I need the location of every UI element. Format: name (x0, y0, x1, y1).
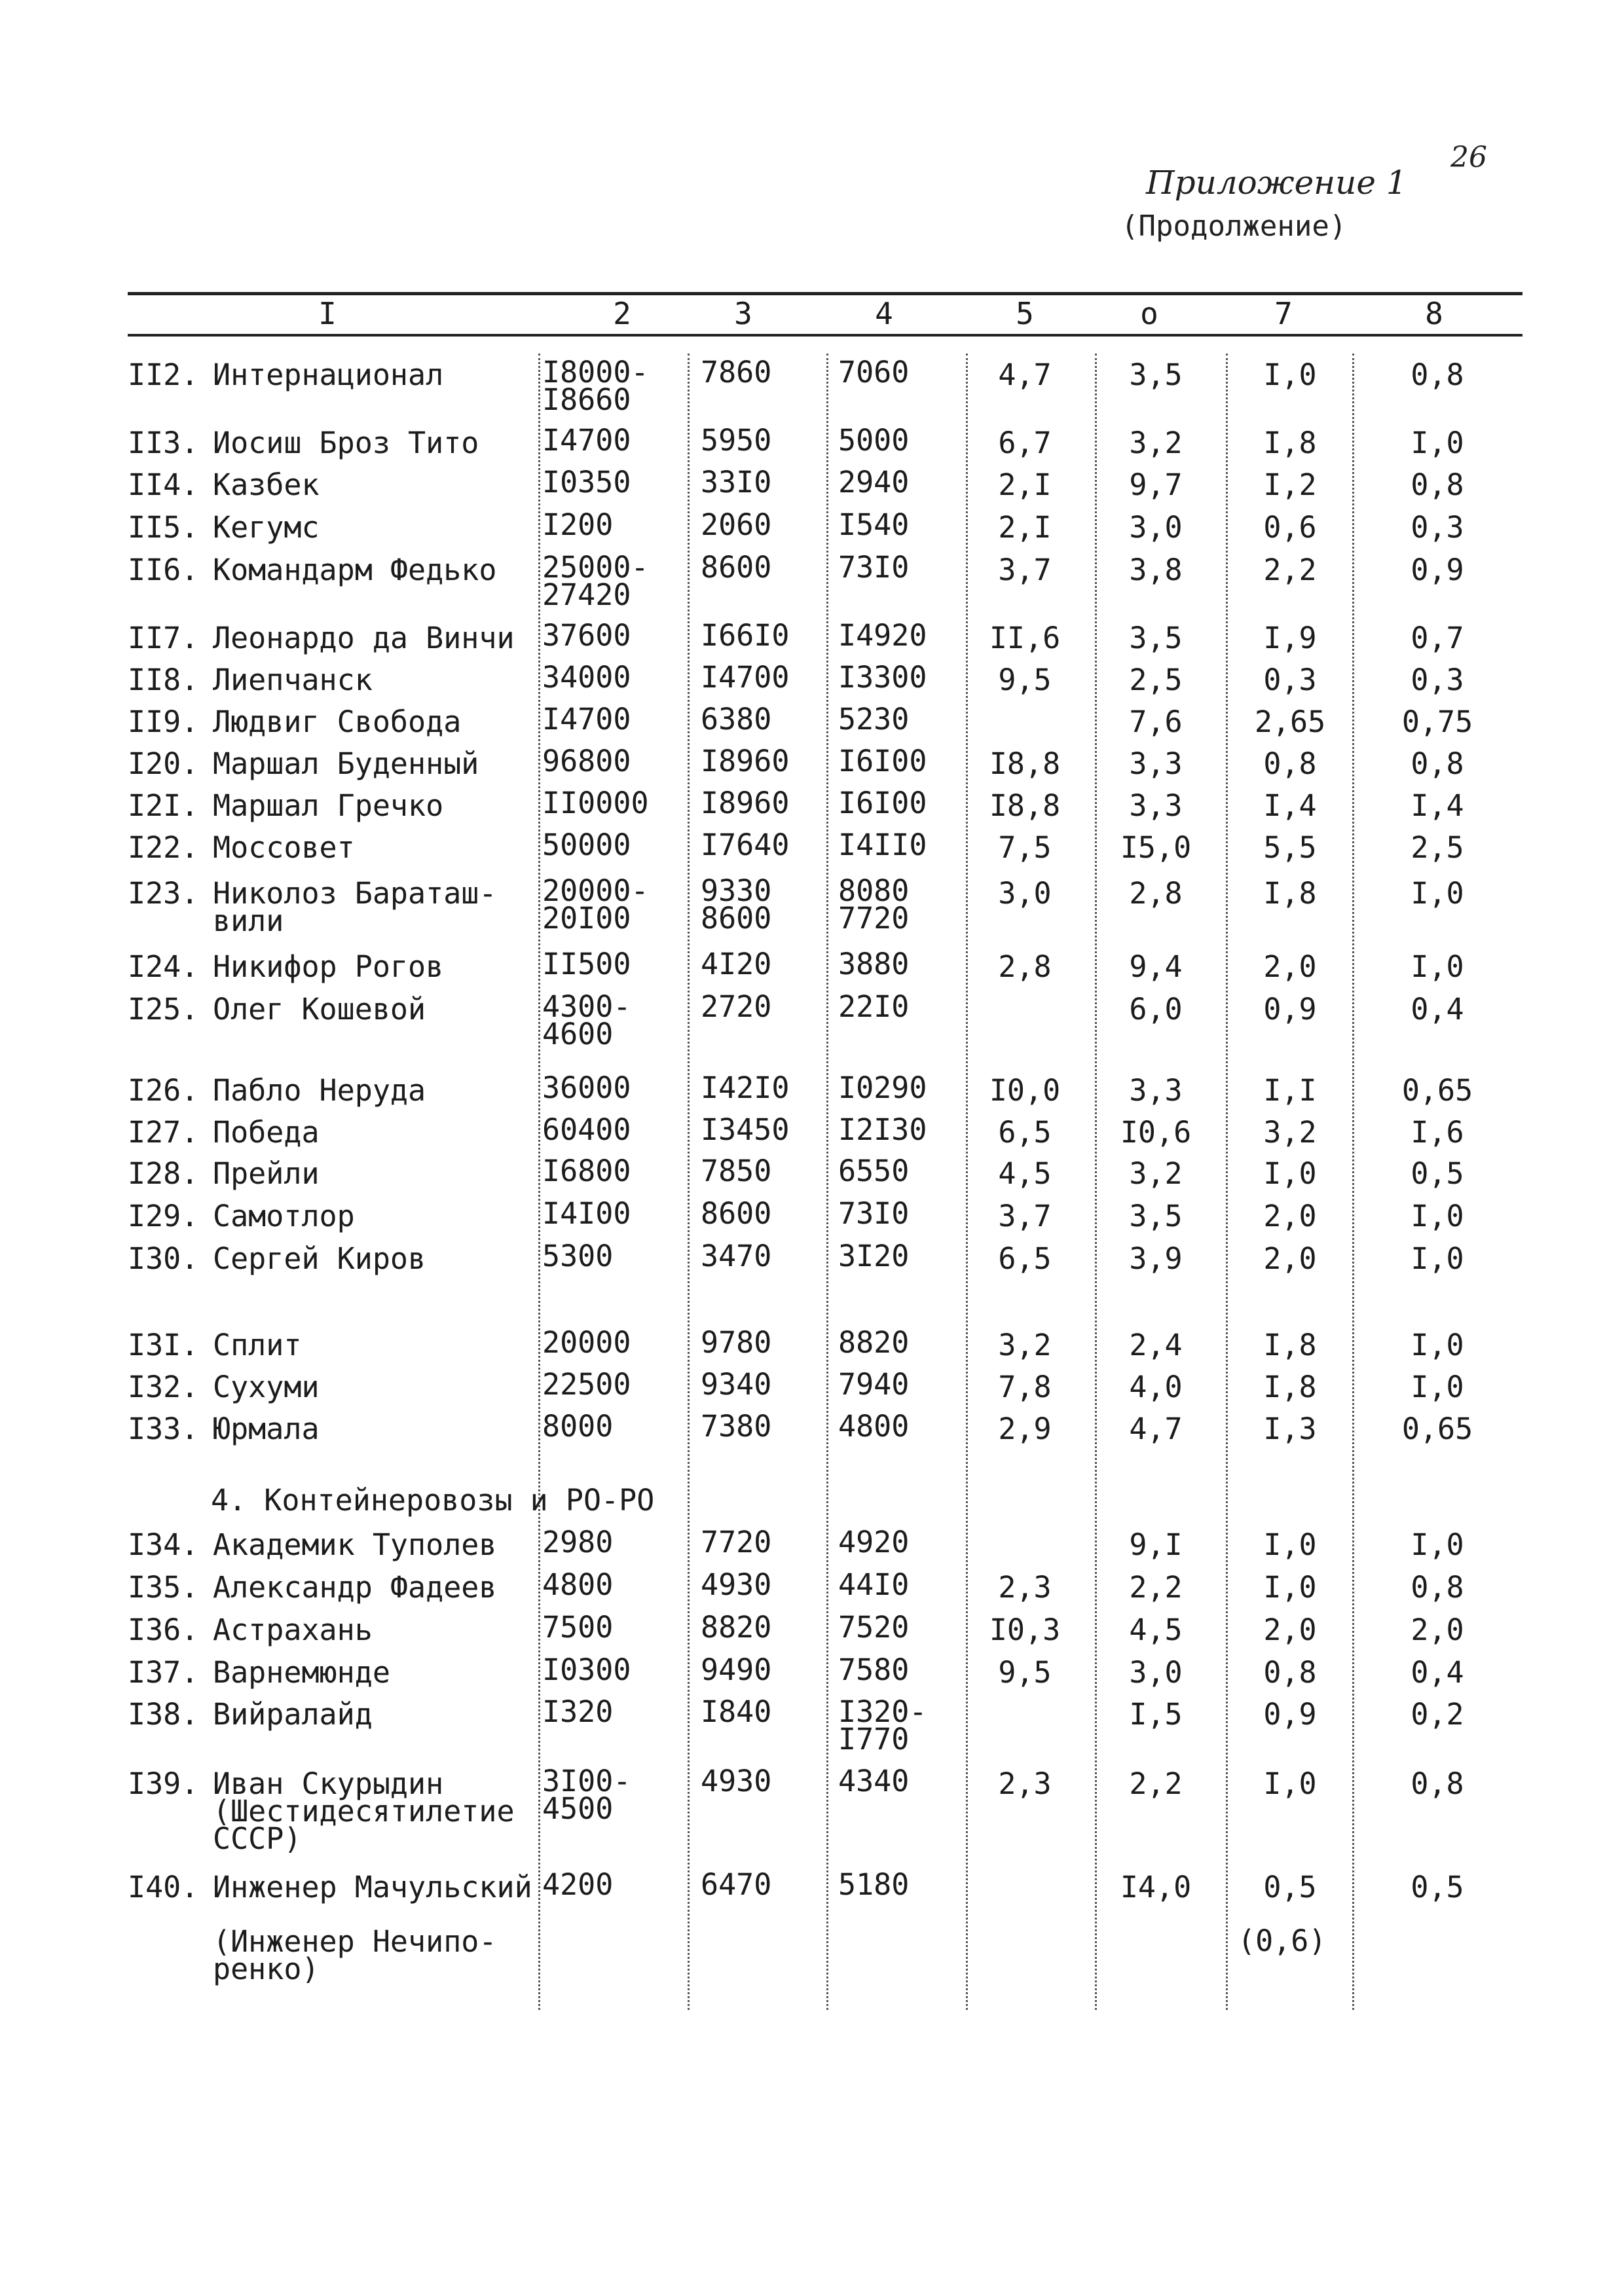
row-c3: I840 (701, 1694, 772, 1729)
row-c3: 9780 (701, 1325, 772, 1360)
row-c8: I,0 (1411, 426, 1464, 460)
row-c4: 4340 (838, 1764, 910, 1798)
row-c6: 4,5 (1129, 1613, 1183, 1647)
row-c4: 5000 (838, 423, 910, 458)
row-c5: 3,0 (998, 876, 1052, 911)
row-c6: 2,2 (1129, 1766, 1183, 1801)
row-c7: I,8 (1263, 426, 1317, 460)
row-name: Сухуми (213, 1370, 320, 1404)
row-name: Пабло Неруда (213, 1073, 426, 1108)
row-c7: I,I (1263, 1073, 1317, 1108)
row-c8: 0,8 (1411, 1766, 1464, 1801)
row-c3: 9340 (701, 1367, 772, 1402)
row-c4: 73I0 (838, 1196, 910, 1231)
row-c2: 5300 (542, 1239, 614, 1273)
row-c3: 7860 (701, 355, 772, 390)
row-no: I29. (128, 1199, 199, 1233)
row-name: Самотлор (213, 1199, 355, 1233)
row-c7: I,0 (1263, 1766, 1317, 1801)
row-c2: 4200 (542, 1867, 614, 1902)
row-c2: I0350 (542, 465, 631, 500)
row-c2: I0300 (542, 1652, 631, 1687)
row-c3: I7640 (701, 828, 790, 862)
row-name: Николоз Бараташ- вили (213, 876, 497, 938)
row-name: Юрмала (213, 1412, 320, 1446)
row-c3: I66I0 (701, 618, 790, 653)
column-divider (1095, 354, 1097, 2010)
page-number: 26 (1450, 141, 1487, 174)
row-c6: 3,2 (1129, 1156, 1183, 1191)
row-no: I35. (128, 1570, 199, 1605)
row-c8: I,0 (1411, 1527, 1464, 1562)
row-no: I3I. (128, 1328, 199, 1362)
row-no: II8. (128, 663, 199, 697)
row-c6: 6,0 (1129, 992, 1183, 1027)
row-c7: 2,0 (1263, 1199, 1317, 1233)
row-name: Моссовет (213, 830, 355, 865)
row-c4: 7520 (838, 1610, 910, 1645)
row-c8: 0,5 (1411, 1156, 1464, 1191)
row-c2: 4800 (542, 1567, 614, 1602)
row-c7: I,8 (1263, 1328, 1317, 1362)
row-no: I33. (128, 1412, 199, 1446)
row-c7: 5,5 (1263, 830, 1317, 865)
row-no: II4. (128, 467, 199, 502)
row-name: Александр Фадеев (213, 1570, 497, 1605)
row-c5: I8,8 (989, 788, 1061, 823)
row-name: Маршал Буденный (213, 746, 479, 781)
row-c4: I6I00 (838, 786, 927, 820)
row-c7: 0,9 (1263, 992, 1317, 1027)
row-no: I26. (128, 1073, 199, 1108)
row-c4: 44I0 (838, 1567, 910, 1602)
row-c2: 20000- 20I00 (542, 873, 649, 936)
row-c8: 0,8 (1411, 357, 1464, 392)
row-c8: 0,7 (1411, 621, 1464, 655)
column-divider (1226, 354, 1228, 2010)
row-c8: I,6 (1411, 1115, 1464, 1150)
row-name: Интернационал (213, 357, 444, 392)
row-c5: 9,5 (998, 663, 1052, 697)
row-c4: I2I30 (838, 1112, 927, 1147)
column-header: 7 (1274, 296, 1293, 331)
row-c8: I,0 (1411, 1328, 1464, 1362)
row-c7: I,8 (1263, 1370, 1317, 1404)
row-c3: 7850 (701, 1154, 772, 1188)
row-name: Людвиг Свобода (213, 704, 462, 739)
row-c5: 7,5 (998, 830, 1052, 865)
row-c2: I4700 (542, 423, 631, 458)
row-c8: 0,5 (1411, 1870, 1464, 1904)
row-c2: II500 (542, 947, 631, 981)
row-c5: 4,7 (998, 357, 1052, 392)
row-c4: 8820 (838, 1325, 910, 1360)
row-c3: 8600 (701, 1196, 772, 1231)
row-no: I40. (128, 1870, 199, 1904)
row-c6: 2,4 (1129, 1328, 1183, 1362)
column-divider (966, 354, 968, 2010)
row-c3: 3470 (701, 1239, 772, 1273)
row-no: I23. (128, 876, 199, 911)
row-c2: 37600 (542, 618, 631, 653)
row-c3: 33I0 (701, 465, 772, 500)
row-name: Никифор Рогов (213, 949, 444, 984)
row-c3: 9330 8600 (701, 873, 772, 936)
row-c2: 4300- 4600 (542, 989, 631, 1051)
row-no: I34. (128, 1527, 199, 1562)
row-c5: I0,0 (989, 1073, 1061, 1108)
row-c8: 2,0 (1411, 1613, 1464, 1647)
row-c7: 0,3 (1263, 663, 1317, 697)
row-no: I2I. (128, 788, 199, 823)
row-no: I36. (128, 1613, 199, 1647)
row-c8: 0,9 (1411, 553, 1464, 587)
row-c7: 0,9 (1263, 1697, 1317, 1732)
row-name: Победа (213, 1115, 320, 1150)
row-c4: 8080 7720 (838, 873, 910, 936)
row-c6: 3,5 (1129, 1199, 1183, 1233)
row-c6: 3,9 (1129, 1241, 1183, 1276)
row-c4: 5230 (838, 702, 910, 737)
row-c4: 73I0 (838, 550, 910, 585)
row-c3: 4I20 (701, 947, 772, 981)
row-c4: 7060 (838, 355, 910, 390)
row-c2: 50000 (542, 828, 631, 862)
row-c4: 7580 (838, 1652, 910, 1687)
row-c3: 2060 (701, 507, 772, 542)
row-c8: 0,4 (1411, 1655, 1464, 1690)
row-c6: 3,5 (1129, 357, 1183, 392)
column-divider (688, 354, 690, 2010)
row-c6: I5,0 (1120, 830, 1192, 865)
column-header: o (1140, 296, 1158, 331)
row-c6: 2,2 (1129, 1570, 1183, 1605)
row-c7: I,9 (1263, 621, 1317, 655)
appendix-subtitle: (Продолжение) (1121, 210, 1347, 243)
row-c4: 22I0 (838, 989, 910, 1024)
row-no: II9. (128, 704, 199, 739)
row-no: II3. (128, 426, 199, 460)
row-no: I22. (128, 830, 199, 865)
column-header: 2 (613, 296, 631, 331)
row-c8: I,0 (1411, 876, 1464, 911)
row-name: Астрахань (213, 1613, 373, 1647)
row-c4: I6I00 (838, 744, 927, 778)
row-name: Прейли (213, 1156, 320, 1191)
row-c7: 2,0 (1263, 1613, 1317, 1647)
row-c5: 6,5 (998, 1115, 1052, 1150)
row-c8: I,0 (1411, 1199, 1464, 1233)
row-c4: I0290 (838, 1070, 927, 1105)
row-c6: 9,7 (1129, 467, 1183, 502)
row-name: Леонардо да Винчи (213, 621, 515, 655)
row-no: I37. (128, 1655, 199, 1690)
row-name: Иосиш Броз Тито (213, 426, 479, 460)
row-c7: I,3 (1263, 1412, 1317, 1446)
row-c8: 0,8 (1411, 746, 1464, 781)
row-c2: 8000 (542, 1409, 614, 1444)
row-c7: I,2 (1263, 467, 1317, 502)
row-name: Командарм Федько (213, 553, 497, 587)
row-c5: 2,I (998, 510, 1052, 545)
row-c7: I,4 (1263, 788, 1317, 823)
row-c7: I,8 (1263, 876, 1317, 911)
row-c7: 0,5 (1263, 1870, 1317, 1904)
column-divider (1352, 354, 1354, 2010)
row-c4: 5180 (838, 1867, 910, 1902)
row-c5: I8,8 (989, 746, 1061, 781)
row-c2: I8000- I8660 (542, 355, 649, 417)
row-c3: I42I0 (701, 1070, 790, 1105)
row-name: Олег Кошевой (213, 992, 426, 1027)
row-c7: 0,6 (1263, 510, 1317, 545)
row-no: I27. (128, 1115, 199, 1150)
row-c4: 3I20 (838, 1239, 910, 1273)
row-c2: 3I00- 4500 (542, 1764, 631, 1826)
column-header: I (318, 296, 337, 331)
row-c6: I,5 (1129, 1697, 1183, 1732)
row-c2: 20000 (542, 1325, 631, 1360)
row-c3: 6470 (701, 1867, 772, 1902)
row-c7: I,0 (1263, 1156, 1317, 1191)
row-c5: 2,8 (998, 949, 1052, 984)
row-c8: 0,8 (1411, 467, 1464, 502)
row-c2: I200 (542, 507, 614, 542)
row-c6: 9,4 (1129, 949, 1183, 984)
row-no: I25. (128, 992, 199, 1027)
row-c2: I4I00 (542, 1196, 631, 1231)
row-c2: 60400 (542, 1112, 631, 1147)
row-c5: 6,7 (998, 426, 1052, 460)
row-c3: 8820 (701, 1610, 772, 1645)
row-no: II7. (128, 621, 199, 655)
row-no: I20. (128, 746, 199, 781)
row-c6: 9,I (1129, 1527, 1183, 1562)
row-no: II2. (128, 357, 199, 392)
row-no: I28. (128, 1156, 199, 1191)
row-c7: I,0 (1263, 1570, 1317, 1605)
row-c3: 7720 (701, 1525, 772, 1559)
row-c3: 5950 (701, 423, 772, 458)
row-c8: 0,4 (1411, 992, 1464, 1027)
row-c4: 4800 (838, 1409, 910, 1444)
row-c7: 2,0 (1263, 1241, 1317, 1276)
row-c5: 2,3 (998, 1766, 1052, 1801)
row-c2: I6800 (542, 1154, 631, 1188)
row-c2: 22500 (542, 1367, 631, 1402)
row-c5: 3,7 (998, 553, 1052, 587)
row-c3: I3450 (701, 1112, 790, 1147)
row-c6: I4,0 (1120, 1870, 1192, 1904)
row-no: II5. (128, 510, 199, 545)
row-c3: 8600 (701, 550, 772, 585)
row-no: I30. (128, 1241, 199, 1276)
row-c2: I320 (542, 1694, 614, 1729)
alt-value-note: (0,6) (1238, 1923, 1327, 1958)
row-c2: II0000 (542, 786, 649, 820)
row-c5: 9,5 (998, 1655, 1052, 1690)
row-c6: 4,0 (1129, 1370, 1183, 1404)
row-c6: 2,8 (1129, 876, 1183, 911)
row-c6: 3,0 (1129, 1655, 1183, 1690)
row-c5: 2,3 (998, 1570, 1052, 1605)
row-c2: I4700 (542, 702, 631, 737)
row-name: Кегумс (213, 510, 320, 545)
row-c6: 3,2 (1129, 426, 1183, 460)
table-header-rule (128, 334, 1522, 337)
row-no: I32. (128, 1370, 199, 1404)
row-c7: 2,2 (1263, 553, 1317, 587)
row-c5: I0,3 (989, 1613, 1061, 1647)
row-c7: 2,0 (1263, 949, 1317, 984)
row-c4: I4II0 (838, 828, 927, 862)
row-name: Инженер Мачульский (213, 1870, 532, 1904)
row-c5: 2,9 (998, 1412, 1052, 1446)
row-c8: 0,75 (1401, 704, 1473, 739)
alt-name-note: (Инженер Нечипо- ренко) (213, 1924, 497, 1986)
row-c8: 0,2 (1411, 1697, 1464, 1732)
row-c8: 0,65 (1401, 1412, 1473, 1446)
row-c6: 3,3 (1129, 788, 1183, 823)
row-c8: 0,3 (1411, 510, 1464, 545)
row-c6: 2,5 (1129, 663, 1183, 697)
row-name: Варнемюнде (213, 1655, 390, 1690)
row-name: Академик Туполев (213, 1527, 497, 1562)
row-c4: 2940 (838, 465, 910, 500)
column-header: 4 (875, 296, 893, 331)
row-c2: 25000- 27420 (542, 550, 649, 612)
row-c8: 0,8 (1411, 1570, 1464, 1605)
row-name: Сергей Киров (213, 1241, 426, 1276)
row-c4: 7940 (838, 1367, 910, 1402)
row-c6: 3,3 (1129, 746, 1183, 781)
appendix-title: Приложение 1 (1146, 164, 1407, 202)
row-name: Лиепчанск (213, 663, 373, 697)
row-c5: 3,2 (998, 1328, 1052, 1362)
table-top-rule (128, 292, 1522, 295)
row-c3: 7380 (701, 1409, 772, 1444)
row-name: Маршал Гречко (213, 788, 444, 823)
row-no: II6. (128, 553, 199, 587)
row-c2: 96800 (542, 744, 631, 778)
row-c3: I8960 (701, 744, 790, 778)
row-c8: 0,3 (1411, 663, 1464, 697)
row-c6: 7,6 (1129, 704, 1183, 739)
row-c3: 9490 (701, 1652, 772, 1687)
row-c8: I,0 (1411, 1241, 1464, 1276)
row-c4: 3880 (838, 947, 910, 981)
column-header: 3 (734, 296, 752, 331)
row-c7: 3,2 (1263, 1115, 1317, 1150)
row-c4: I4920 (838, 618, 927, 653)
row-c2: 2980 (542, 1525, 614, 1559)
row-name: Казбек (213, 467, 320, 502)
column-header: 5 (1016, 296, 1034, 331)
row-no: I39. (128, 1766, 199, 1801)
row-name: Вийралайд (213, 1697, 373, 1732)
row-c6: 3,5 (1129, 621, 1183, 655)
row-c3: 4930 (701, 1764, 772, 1798)
row-c8: I,0 (1411, 949, 1464, 984)
row-c2: 36000 (542, 1070, 631, 1105)
row-c5: 2,I (998, 467, 1052, 502)
row-c8: 2,5 (1411, 830, 1464, 865)
row-c7: I,0 (1263, 1527, 1317, 1562)
row-c7: 2,65 (1254, 704, 1326, 739)
row-c7: I,0 (1263, 357, 1317, 392)
row-c3: 4930 (701, 1567, 772, 1602)
row-c5: 7,8 (998, 1370, 1052, 1404)
row-c5: 6,5 (998, 1241, 1052, 1276)
column-divider (538, 354, 540, 2010)
row-c6: 4,7 (1129, 1412, 1183, 1446)
section-title: 4. Контейнеровозы и РО-РО (211, 1483, 655, 1518)
row-name: Сплит (213, 1328, 302, 1362)
row-c4: I3300 (838, 660, 927, 695)
row-c3: 2720 (701, 989, 772, 1024)
row-c4: 6550 (838, 1154, 910, 1188)
row-name: Иван Скурыдин (Шестидесятилетие СССР) (213, 1766, 515, 1856)
row-c2: 34000 (542, 660, 631, 695)
row-c6: I0,6 (1120, 1115, 1192, 1150)
row-c3: I8960 (701, 786, 790, 820)
row-c8: I,0 (1411, 1370, 1464, 1404)
row-c4: I320- I770 (838, 1694, 927, 1757)
row-c5: 4,5 (998, 1156, 1052, 1191)
row-c3: 6380 (701, 702, 772, 737)
row-c3: I4700 (701, 660, 790, 695)
row-c7: 0,8 (1263, 746, 1317, 781)
column-divider (826, 354, 828, 2010)
row-c6: 3,8 (1129, 553, 1183, 587)
row-c5: II,6 (989, 621, 1061, 655)
row-c8: 0,65 (1401, 1073, 1473, 1108)
row-c8: I,4 (1411, 788, 1464, 823)
row-c4: I540 (838, 507, 910, 542)
row-c2: 7500 (542, 1610, 614, 1645)
row-no: I38. (128, 1697, 199, 1732)
column-header: 8 (1425, 296, 1443, 331)
row-c6: 3,3 (1129, 1073, 1183, 1108)
row-c6: 3,0 (1129, 510, 1183, 545)
row-c5: 3,7 (998, 1199, 1052, 1233)
row-c7: 0,8 (1263, 1655, 1317, 1690)
row-c4: 4920 (838, 1525, 910, 1559)
row-no: I24. (128, 949, 199, 984)
